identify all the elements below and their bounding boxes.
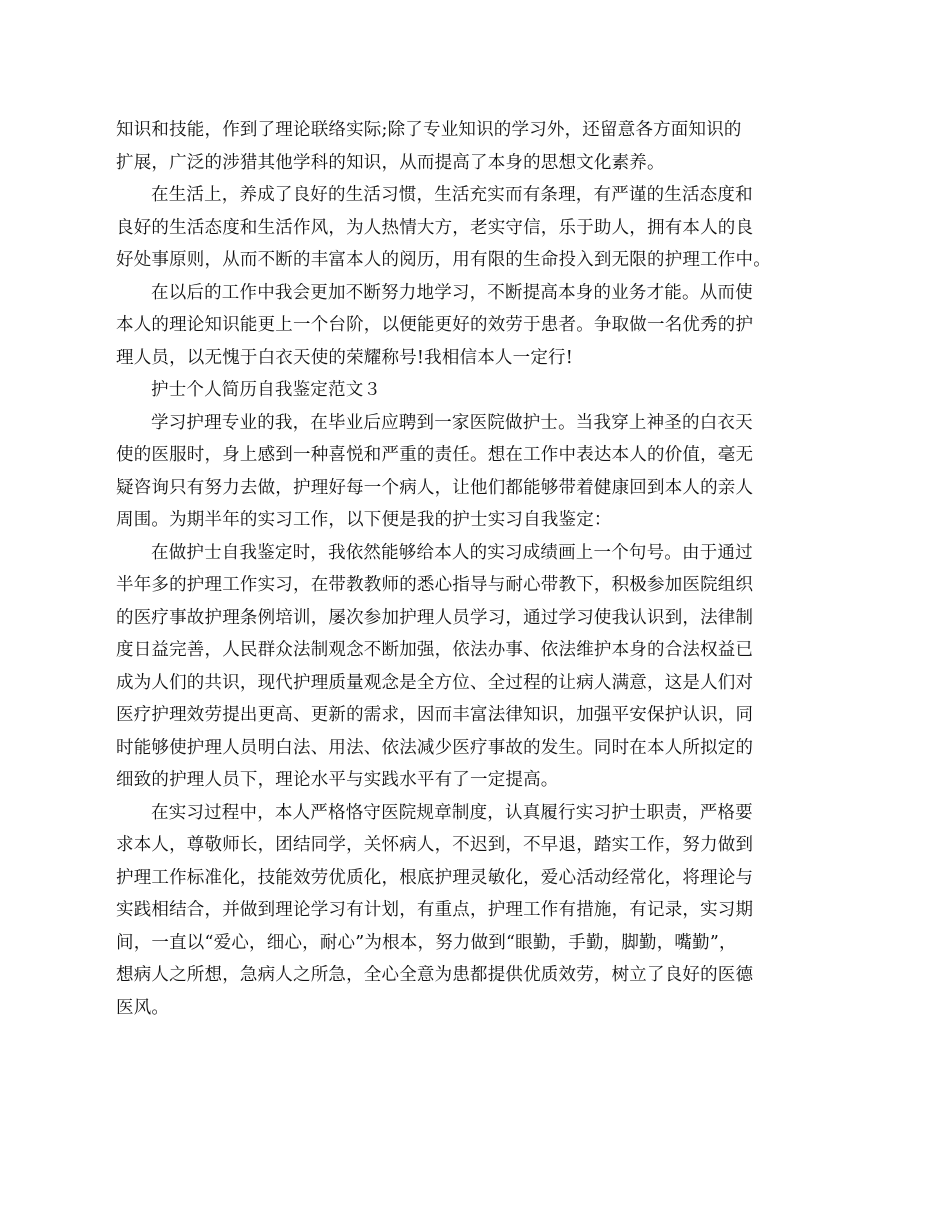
- text-line: 本人的理论知识能更上一个台阶，以便能更好的效劳于患者。争取做一名优秀的护: [116, 315, 754, 335]
- text-line: 使的医服时，身上感到一种喜悦和严重的责任。想在工作中表达本人的价值，毫无: [116, 445, 754, 465]
- paragraph-start-line: 在做护士自我鉴定时，我依然能够给本人的实习成绩画上一个句号。由于通过: [151, 542, 753, 563]
- text-line: 时能够使护理人员明白法、用法、依法减少医疗事故的发生。同时在本人所拟定的: [116, 737, 754, 758]
- section-heading: 护士个人简历自我鉴定范文３: [151, 380, 382, 400]
- text-line: 实践相结合，并做到理论学习有计划，有重点，护理工作有措施，有记录，实习期: [116, 900, 754, 920]
- text-line: 成为人们的共识，现代护理质量观念是全方位、全过程的让病人满意，这是人们对: [116, 672, 754, 693]
- text-line: 理人员，以无愧于白衣天使的荣耀称号!我相信本人一定行!: [116, 347, 573, 368]
- text-line: 知识和技能，作到了理论联络实际;除了专业知识的学习外，还留意各方面知识的: [116, 120, 742, 140]
- text-line: 扩展，广泛的涉猎其他学科的知识，从而提高了本身的思想文化素养。: [116, 152, 665, 173]
- text-line: 想病人之所想，急病人之所急，全心全意为患都提供优质效劳，树立了良好的医德: [116, 965, 754, 985]
- text-line: 周围。为期半年的实习工作，以下便是我的护士实习自我鉴定：: [116, 510, 612, 530]
- text-line: 求本人，尊敬师长，团结同学，关怀病人，不迟到，不早退，踏实工作，努力做到: [116, 835, 754, 855]
- text-line: 医风。: [116, 997, 170, 1018]
- text-line: 医疗护理效劳提出更高、更新的需求，因而丰富法律知识，加强平安保护认识，同: [116, 705, 754, 725]
- document-body: [116, 114, 816, 1024]
- text-line: 良好的生活态度和生活作风，为人热情大方，老实守信，乐于助人，拥有本人的良: [116, 217, 754, 238]
- text-line: 护理工作标准化，技能效劳优质化，根底护理灵敏化，爱心活动经常化，将理论与: [116, 867, 754, 888]
- paragraph-start-line: 在实习过程中，本人严格恪守医院规章制度，认真履行实习护士职责，严格要: [151, 802, 753, 823]
- text-line: 度日益完善，人民群众法制观念不断加强，依法办事、依法维护本身的合法权益已: [116, 640, 754, 660]
- text-line: 细致的护理人员下，理论水平与实践水平有了一定提高。: [116, 770, 559, 790]
- text-line: 的医疗事故护理条例培训，屡次参加护理人员学习，通过学习使我认识到，法律制: [116, 607, 754, 628]
- text-line: 半年多的护理工作实习，在带教教师的悉心指导与耐心带教下，积极参加医院组织: [116, 575, 754, 595]
- text-line: 疑咨询只有努力去做，护理好每一个病人，让他们都能够带着健康回到本人的亲人: [116, 477, 754, 498]
- paragraph-start-line: 学习护理专业的我，在毕业后应聘到一家医院做护士。当我穿上神圣的白衣天: [151, 412, 753, 433]
- text-line: 间，一直以“爱心，细心，耐心”为根本，努力做到“眼勤，手勤，脚勤，嘴勤”，: [116, 932, 737, 953]
- paragraph-start-line: 在以后的工作中我会更加不断努力地学习，不断提高本身的业务才能。从而使: [151, 282, 753, 303]
- paragraph-start-line: 在生活上，养成了良好的生活习惯，生活充实而有条理，有严谨的生活态度和: [151, 185, 753, 205]
- text-line: 好处事原则，从而不断的丰富本人的阅历，用有限的生命投入到无限的护理工作中。: [116, 250, 771, 270]
